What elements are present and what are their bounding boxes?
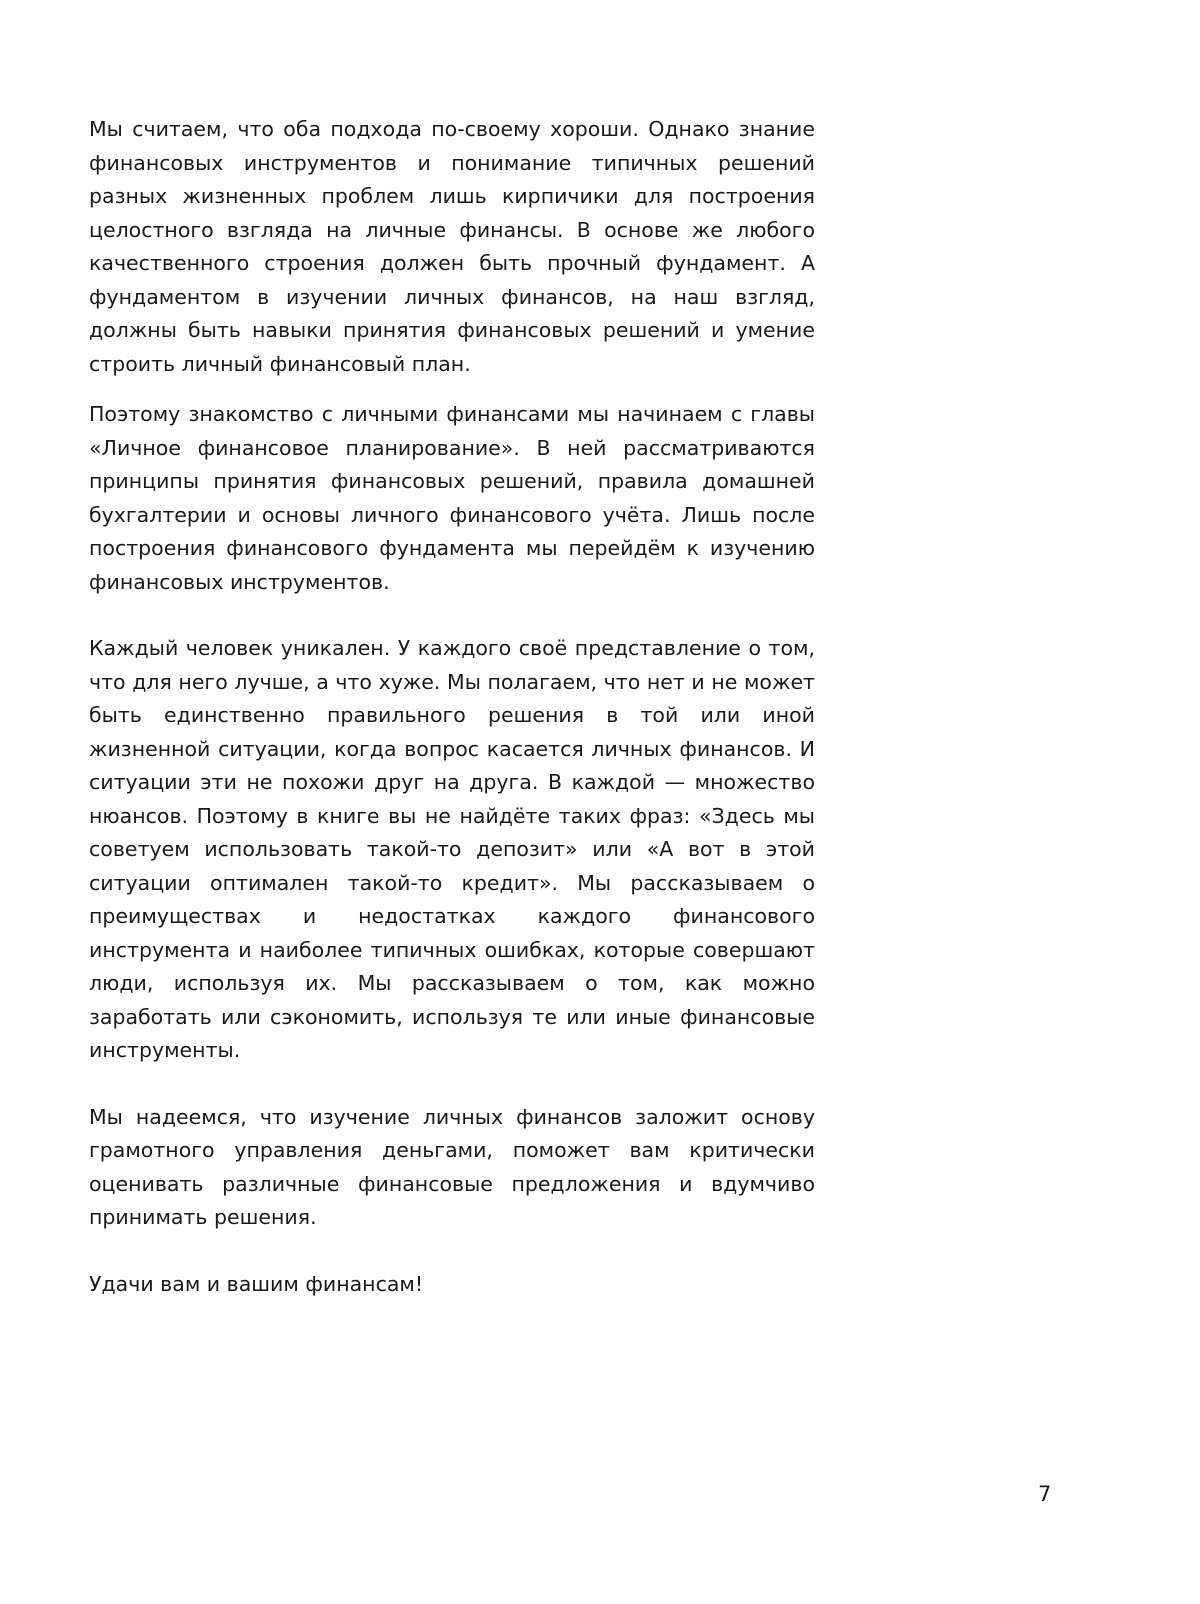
paragraph-hope: Мы надеемся, что изучение личных финансов заложит основу грамотного управления деньгами, поможет вам критически оценивать различные финансовые предложения и вдумчиво принимать решения. [89, 1104, 815, 1229]
body-text [89, 113, 815, 1301]
paragraph-good-luck: Удачи вам и вашим финансам! [89, 1271, 424, 1296]
page-number: 7 [1038, 1482, 1052, 1506]
paragraph-unique-person: Каждый человек уникален. У каждого своё представление о том, что для него лучше, а что хуже. Мы полагаем, что нет и не может быть единственно правильного решения в той или иной жизненной ситуации, когда вопрос касается личных финансов. И ситуации эти не похожи друг на друга. В каждой — множество нюансов. Поэтому в книге вы не найдёте таких фраз: «Здесь мы советуем использовать такой-то депозит» или «А вот в этой ситуации оптимален такой-то кредит». Мы рассказываем о преимуществах и недостатках каждого финансового инструмента и наиболее типичных ошибках, которые совершают люди, используя их. Мы рассказываем о том, как можно заработать или сэкономить, используя те или иные финансовые инструменты. [89, 636, 815, 1062]
paragraph-planning-chapter: Поэтому знакомство с личными финансами мы начинаем с главы «Личное финансовое планирование». В ней рассматриваются принципы принятия финансовых решений, правила домашней бухгалтерии и основы личного финансового учёта. Лишь после построения финансового фундамента мы перейдём к изучению финансовых инструментов. [89, 402, 815, 594]
paragraph-approaches: Мы считаем, что оба подхода по-своему хороши. Однако знание финансовых инструментов и понимание типичных решений разных жизненных проблем лишь кирпичики для построения целостного взгляда на личные финансы. В основе же любого качественного строения должен быть прочный фундамент. А фундаментом в изучении личных финансов, на наш взгляд, должны быть навыки принятия финансовых решений и умение строить личный финансовый план. [89, 117, 815, 376]
